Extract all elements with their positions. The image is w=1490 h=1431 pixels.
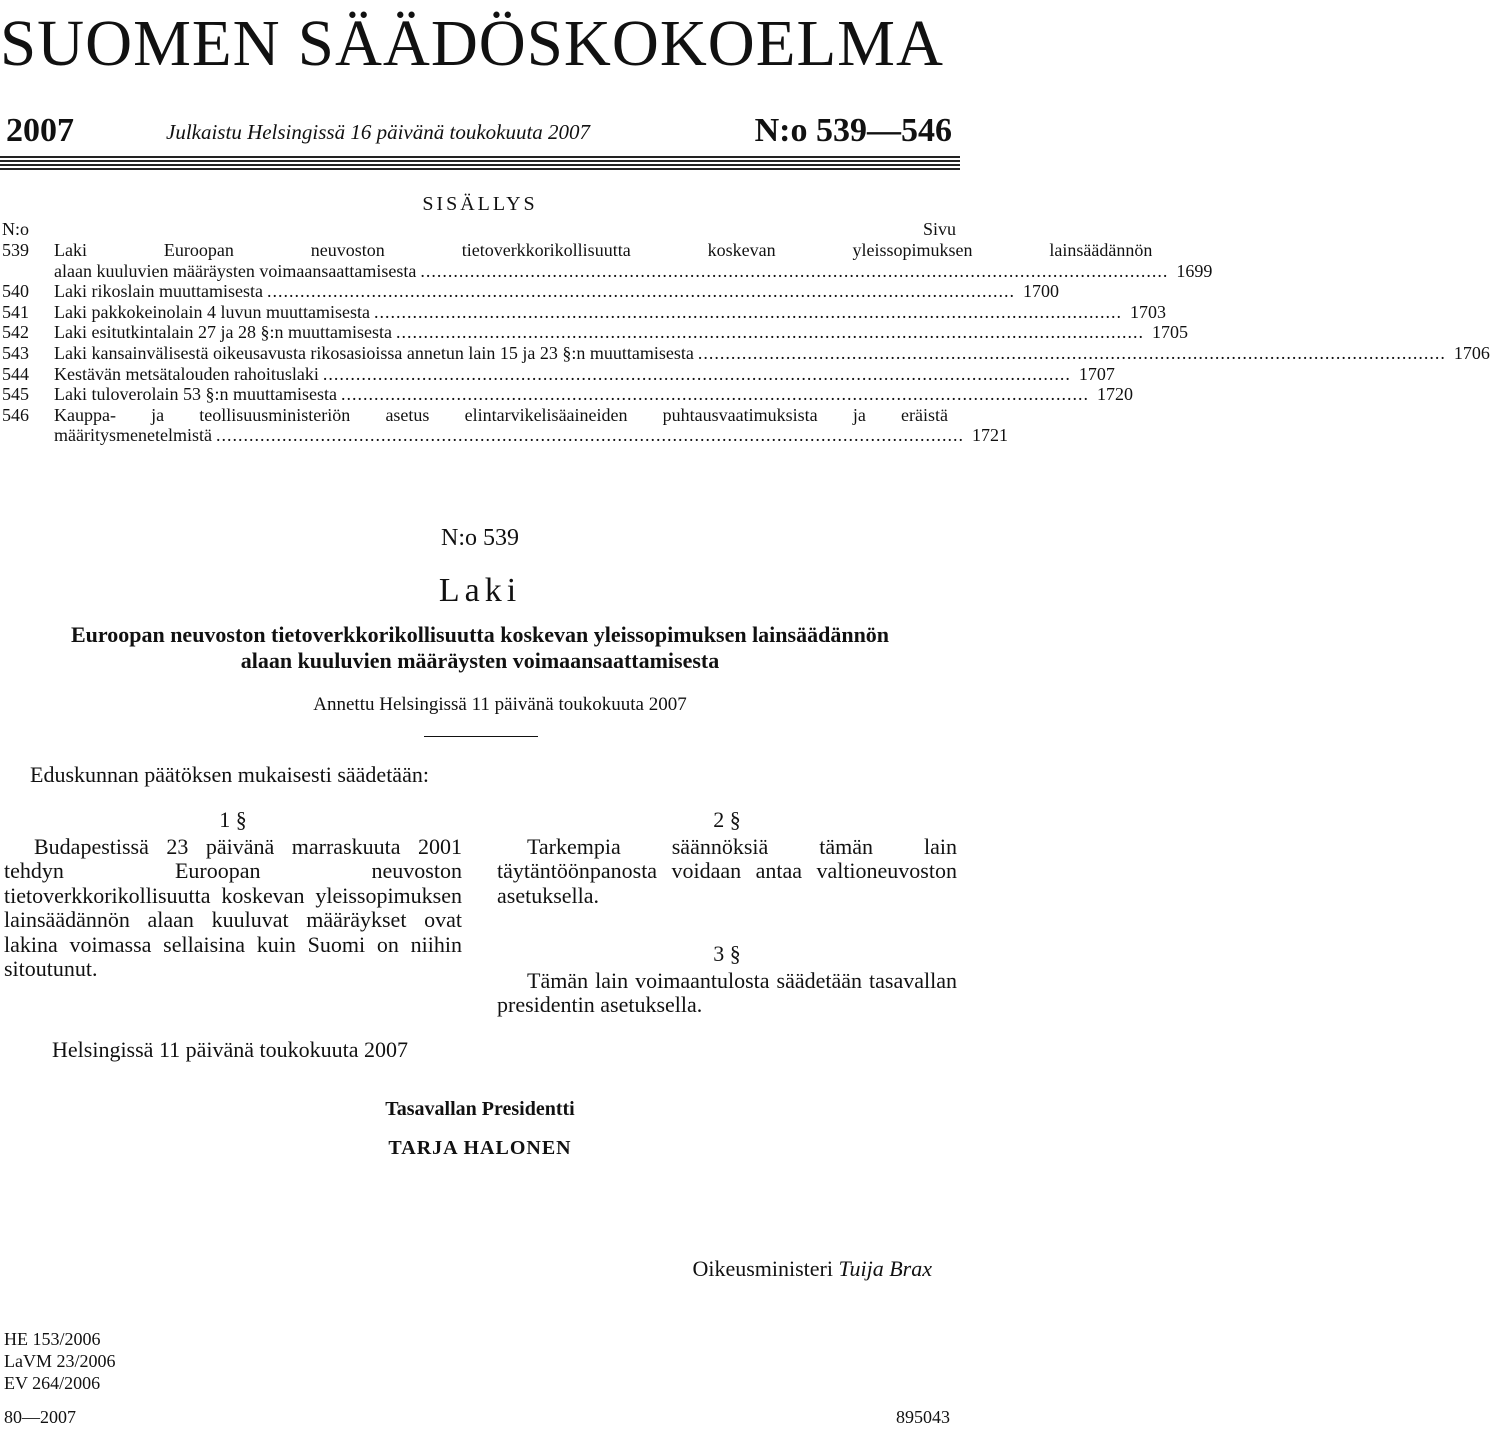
dot-leader: ........................................................................................................................................: [340, 384, 1089, 405]
contents-item[interactable]: [2, 384, 1133, 405]
contents-item-number: 541: [2, 301, 29, 322]
reference: LaVM 23/2006: [4, 1351, 116, 1371]
dot-leader: ........................................................................................................................................: [697, 342, 1446, 363]
contents-item[interactable]: [2, 404, 1008, 446]
contents-item-number: 539: [2, 240, 29, 260]
header-rules: [0, 156, 960, 174]
dot-leader: ........................................................................................................................................: [266, 281, 1015, 302]
publication-title: SUOMEN SÄÄDÖSKOKOELMA: [0, 7, 944, 80]
contents-item-title: määritysmenetelmistä: [54, 425, 212, 446]
contents-title: SISÄLLYS: [422, 193, 538, 215]
contents-item-number: 545: [2, 384, 29, 405]
contents-item-page: 1705: [1151, 322, 1188, 343]
contents-item-number: 540: [2, 281, 29, 302]
dot-leader: ........................................................................................................................................: [322, 363, 1071, 384]
contents-header: [2, 219, 956, 240]
act-title-line: Euroopan neuvoston tietoverkkorikollisuutta koskevan yleissopimuksen lainsäädännön: [70, 622, 890, 647]
contents-item-title-line: Laki Euroopan neuvoston tietoverkkorikollisuutta koskevan yleissopimuksen lainsäädännön: [54, 240, 1153, 260]
contents-item-number: 544: [2, 363, 29, 384]
contents-item-title: Laki pakkokeinolain 4 luvun muuttamisesta: [54, 301, 370, 322]
contents-item-page: 1707: [1078, 363, 1115, 384]
contents-item-title: Kestävän metsätalouden rahoituslaki: [54, 363, 319, 384]
dot-leader: ........................................................................................................................................: [420, 260, 1169, 281]
contents-item[interactable]: [2, 363, 1115, 385]
footer-right: 895043: [896, 1407, 950, 1427]
act-title-line: alaan kuuluvien määräysten voimaansaattamisesta: [240, 648, 720, 673]
right-column: [497, 808, 957, 1018]
contents-item-title: Laki rikoslain muuttamisesta: [54, 281, 263, 302]
contents-item-page: 1706: [1453, 342, 1490, 363]
dot-leader: ........................................................................................................................................: [373, 301, 1122, 322]
contents-item-title-line: Kauppa- ja teollisuusministeriön asetus elintarvikelisäaineiden puhtausvaatimuksista ja eräistä: [54, 404, 948, 425]
contents-list: [2, 240, 1490, 446]
masthead: [0, 4, 960, 84]
section-text: Tarkempia säännöksiä tämän lain täytäntöönpanosta voidaan antaa valtioneuvoston asetuksella.: [497, 833, 957, 908]
contents-item[interactable]: [2, 322, 1188, 343]
references: [4, 1328, 116, 1394]
contents-col-page: Sivu: [922, 219, 956, 239]
contents-item-page: 1703: [1129, 301, 1166, 322]
act-title: [0, 622, 960, 674]
section-heading: 3 §: [713, 941, 741, 966]
act-number: N:o 539: [441, 525, 519, 551]
section-text: Budapestissä 23 päivänä marraskuuta 2001 tehdyn Euroopan neuvoston tietoverkkorikollisuutta koskevan yleissopimuksen lainsäädännön alaan kuuluvat määräykset ovat lakina voimassa sellaisina kuin Suomi on niihin sitoutunut.: [4, 833, 462, 981]
dot-leader: ........................................................................................................................................: [395, 322, 1144, 343]
reference: EV 264/2006: [4, 1373, 101, 1393]
contents-item-title: Laki kansainvälisestä oikeusavusta rikosasioissa annetun lain 15 ja 23 §:n muuttamisesta: [54, 342, 694, 363]
divider: [424, 736, 538, 737]
contents-item-title: alaan kuuluvien määräysten voimaansaattamisesta: [54, 260, 417, 281]
section-text: Tämän lain voimaantulosta säädetään tasavallan presidentin asetuksella.: [497, 967, 957, 1017]
minister-signature: [692, 1256, 932, 1282]
minister-title: Oikeusministeri: [692, 1256, 833, 1281]
section-heading: 1 §: [219, 807, 247, 832]
contents-item[interactable]: [2, 281, 1059, 302]
reference: HE 153/2006: [4, 1329, 101, 1349]
contents-item-number: 542: [2, 322, 29, 343]
contents-item[interactable]: [2, 240, 1213, 281]
enacting-clause: Eduskunnan päätöksen mukaisesti säädetään:: [30, 762, 429, 787]
place-date: Helsingissä 11 päivänä toukokuuta 2007: [52, 1037, 409, 1062]
president-name: TARJA HALONEN: [388, 1137, 572, 1159]
dot-leader: ........................................................................................................................................: [215, 425, 964, 446]
contents-item-number: 543: [2, 342, 29, 363]
section-heading: 2 §: [713, 807, 741, 832]
contents-item[interactable]: [2, 301, 1166, 323]
contents-item[interactable]: [2, 342, 1490, 364]
contents-item-title: Laki tuloverolain 53 §:n muuttamisesta: [54, 384, 337, 405]
act-type: Laki: [438, 572, 522, 609]
publication-year: 2007: [6, 112, 74, 149]
given-date: Annettu Helsingissä 11 päivänä toukokuuta 2007: [313, 694, 687, 715]
contents-item-page: 1720: [1096, 384, 1133, 405]
footer-left: 80—2007: [4, 1407, 76, 1427]
left-column: [4, 808, 462, 982]
contents-item-page: 1700: [1022, 281, 1059, 302]
issue-range: N:o 539—546: [754, 112, 952, 149]
president-title: Tasavallan Presidentti: [385, 1098, 575, 1120]
contents-item-page: 1699: [1176, 260, 1213, 281]
minister-name: Tuija Brax: [838, 1256, 932, 1281]
contents-col-number: N:o: [2, 219, 29, 239]
contents-item-title: Laki esitutkintalain 27 ja 28 §:n muuttamisesta: [54, 322, 392, 343]
contents-item-number: 546: [2, 404, 29, 425]
contents-item-page: 1721: [971, 425, 1008, 446]
publication-date: Julkaistu Helsingissä 16 päivänä toukokuuta 2007: [166, 120, 591, 144]
